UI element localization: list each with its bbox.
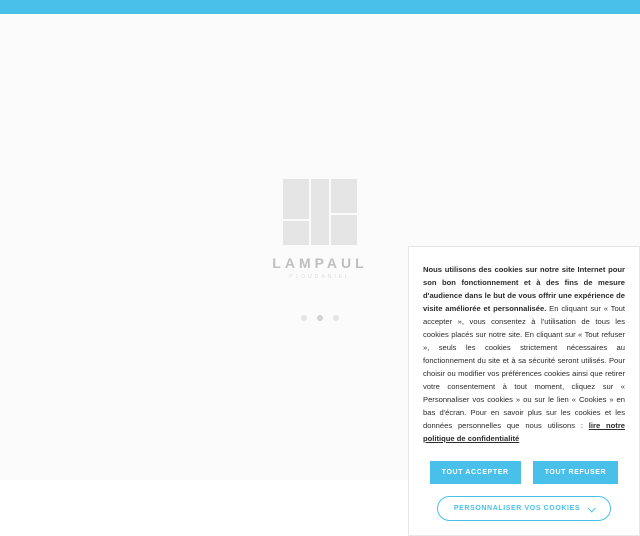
top-accent-bar: [0, 0, 640, 14]
customize-cookies-label: PERSONNALISER VOS COOKIES: [453, 505, 581, 512]
carousel-dot[interactable]: [301, 315, 307, 321]
carousel-dots[interactable]: [255, 308, 385, 326]
carousel-dot-active[interactable]: [317, 315, 323, 321]
logo-mark-icon: [283, 179, 357, 245]
brand-name: LAMPAUL: [272, 255, 368, 271]
cookie-banner-text: [423, 263, 625, 445]
cookie-primary-actions: [423, 461, 625, 484]
brand-block: [255, 179, 385, 280]
brand-subtitle: PLOUDANIEL: [289, 274, 351, 280]
privacy-policy-link[interactable]: lire notre politique de confidentialité: [423, 421, 625, 443]
carousel-dot[interactable]: [333, 315, 339, 321]
page-content-area: [0, 14, 640, 512]
cookie-secondary-actions: [423, 496, 625, 521]
cookie-text-lead: Nous utilisons des cookies sur notre site Internet pour son bon fonctionnement et à des fins de mesure d'audience dans le but de vous offrir une expérience de visite améliorée et personnalisée.: [423, 265, 625, 313]
chevron-down-icon: [588, 504, 596, 512]
accept-all-cookies-button[interactable]: TOUT ACCEPTER: [430, 461, 521, 484]
cookie-text-rest: En cliquant sur « Tout accepter », vous consentez à l'utilisation de tous les cookies placés sur notre site. En cliquant sur « Tout refuser », seuls les cookies strictement nécessaires au fonctionnement du site et à sa sécurité seront utilisés. Pour choisir ou modifier vos préférences cookies ainsi que retirer votre consentement à tout moment, cliquez sur « Personnaliser vos cookies » ou sur le lien « Cookies » en bas d'écran. Pour en savoir plus sur les cookies et les données personnelles que nous utilisons :: [423, 304, 626, 430]
customize-cookies-button[interactable]: [437, 496, 611, 521]
cookie-consent-banner: [408, 246, 640, 536]
refuse-all-cookies-button[interactable]: TOUT REFUSER: [533, 461, 619, 484]
